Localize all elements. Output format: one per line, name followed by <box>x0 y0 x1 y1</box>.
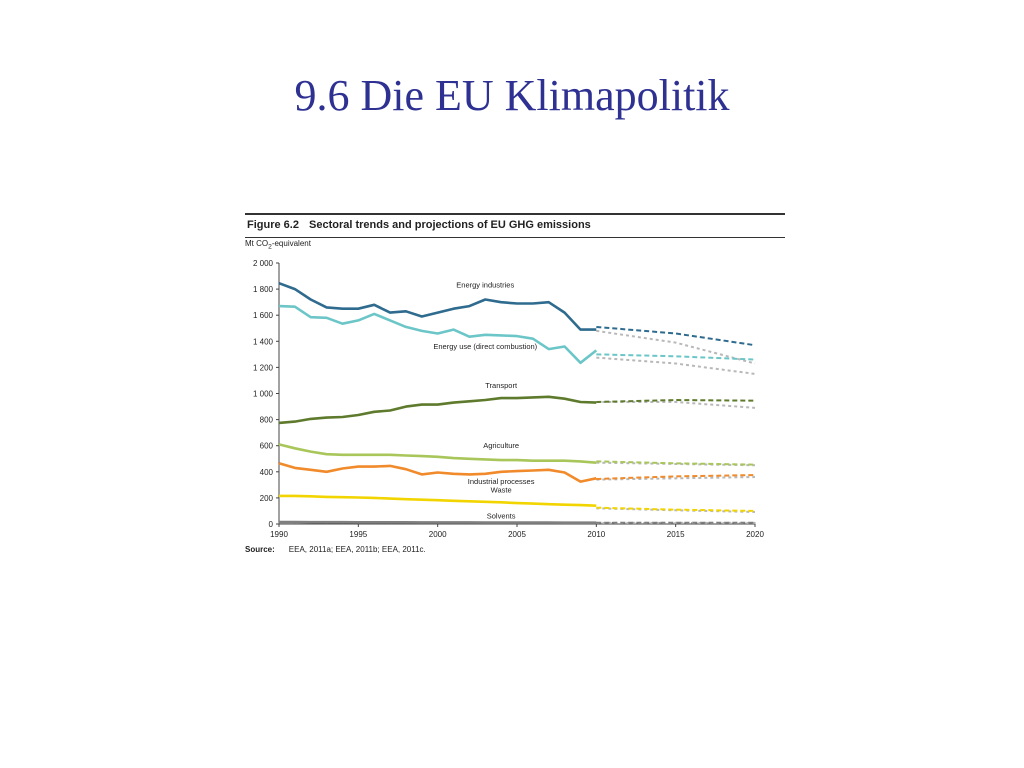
energy-industries-wam-projection <box>596 331 755 364</box>
agriculture-label: Agriculture <box>483 441 520 451</box>
y-tick-label: 1 600 <box>252 311 273 321</box>
y-tick-label: 2 000 <box>252 259 273 268</box>
x-tick-label: 1995 <box>349 530 368 539</box>
energy-use-direct-combustion-label: Energy use (direct combustion) <box>433 341 538 351</box>
industrial-processes-label: Industrial processes <box>467 476 535 486</box>
transport-line <box>279 397 596 423</box>
x-tick-label: 2005 <box>508 530 526 539</box>
figure <box>243 205 788 560</box>
y-tick-label: 1 800 <box>252 285 273 295</box>
x-tick-label: 2000 <box>428 530 447 539</box>
energy-industries-label: Energy industries <box>456 280 515 290</box>
slide-title: 9.6 Die EU Klimapolitik <box>294 71 730 120</box>
waste-label: Waste <box>490 485 512 495</box>
x-tick-label: 2015 <box>666 530 685 539</box>
y-tick-label: 200 <box>259 493 273 503</box>
x-tick-label: 1990 <box>270 530 288 539</box>
energy-industries-line <box>279 280 596 329</box>
unit-suffix: -equivalent <box>271 239 311 248</box>
unit-prefix: Mt CO <box>245 239 269 248</box>
transport-wam-projection <box>596 402 755 408</box>
y-tick-label: 1 400 <box>252 337 273 347</box>
chart <box>243 205 788 560</box>
solvents-label: Solvents <box>486 511 516 521</box>
y-tick-label: 800 <box>259 415 273 425</box>
industrial-processes-wam-projection <box>596 477 755 480</box>
source-label: Source: <box>245 545 275 554</box>
industrial-processes-line <box>279 463 596 481</box>
waste-wam-projection <box>596 508 755 512</box>
y-tick-label: 1 000 <box>252 389 273 399</box>
figure-header <box>245 213 785 238</box>
y-axis-unit-label <box>245 239 311 251</box>
energy-use-direct-combustion-line <box>279 306 596 363</box>
transport-label: Transport <box>485 381 518 391</box>
waste-line <box>279 496 596 506</box>
agriculture-wam-projection <box>596 463 755 466</box>
solvents-line <box>279 522 596 523</box>
figure-title: Sectoral trends and projections of EU GHG emissions <box>309 219 591 231</box>
y-tick-label: 0 <box>268 520 273 529</box>
y-tick-label: 1 200 <box>252 363 273 373</box>
y-tick-label: 600 <box>259 441 273 451</box>
energy-use-direct-combustion-wem-projection <box>596 354 755 359</box>
y-tick-label: 400 <box>259 467 273 477</box>
x-tick-label: 2020 <box>746 530 764 539</box>
unit-subscript: 2 <box>268 243 272 251</box>
figure-number: Figure 6.2 <box>247 219 299 231</box>
agriculture-line <box>279 444 596 462</box>
x-tick-label: 2010 <box>587 530 606 539</box>
energy-use-direct-combustion-wam-projection <box>596 358 755 374</box>
figure-source <box>245 545 426 554</box>
source-text: EEA, 2011a; EEA, 2011b; EEA, 2011c. <box>288 545 426 554</box>
